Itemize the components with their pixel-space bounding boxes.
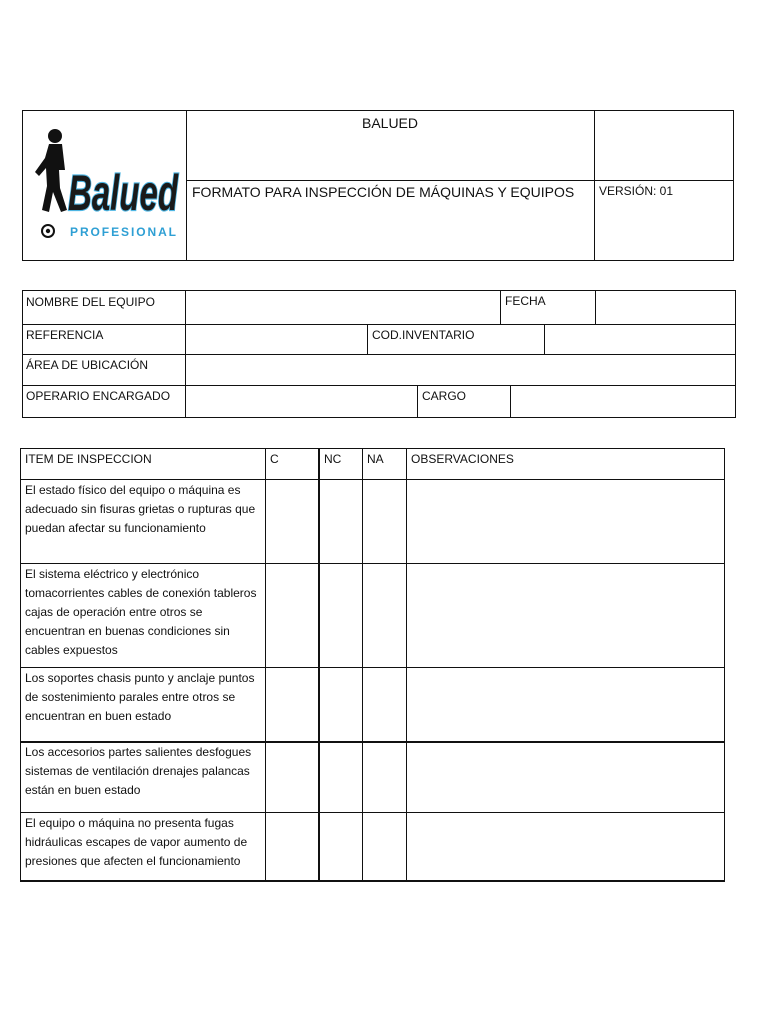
row-1-c-cell[interactable] xyxy=(266,480,318,563)
row-3-observaciones-cell[interactable] xyxy=(407,668,724,741)
document-title: FORMATO PARA INSPECCIÓN DE MÁQUINAS Y EQUIPOS xyxy=(192,184,575,200)
inspection-item: El equipo o máquina no presenta fugas hidráulicas escapes de vapor aumento de presiones que afecten el funcionamiento xyxy=(25,816,248,868)
row-1-nc-cell[interactable] xyxy=(320,480,362,563)
row-5-c-cell[interactable] xyxy=(266,813,318,880)
row-4-na-cell[interactable] xyxy=(363,743,406,812)
fecha-field[interactable] xyxy=(596,291,735,324)
inspection-item: Los soportes chasis punto y anclaje puntos de sostenimiento parales entre otros se encuentran en buen estado xyxy=(25,671,255,723)
header-na: NA xyxy=(367,452,384,466)
row-3-na-cell[interactable] xyxy=(363,668,406,741)
info-divider xyxy=(500,290,501,324)
nombre-equipo-label: NOMBRE DEL EQUIPO xyxy=(26,295,155,309)
info-divider xyxy=(367,324,368,354)
cargo-field[interactable] xyxy=(511,386,735,418)
cod-inventario-field[interactable] xyxy=(545,325,735,354)
company-name: BALUED xyxy=(361,115,419,131)
logo-tagline: PROFESIONAL xyxy=(70,225,176,239)
row-5-nc-cell[interactable] xyxy=(320,813,362,880)
fecha-label: FECHA xyxy=(505,294,546,308)
row-4-nc-cell[interactable] xyxy=(320,743,362,812)
logo-brand: Balued xyxy=(68,165,179,221)
operario-label: OPERARIO ENCARGADO xyxy=(26,389,171,403)
soccer-player-icon xyxy=(30,118,182,246)
header-item: ITEM DE INSPECCION xyxy=(25,452,152,466)
referencia-label: REFERENCIA xyxy=(26,328,104,342)
row-4-observaciones-cell[interactable] xyxy=(407,743,724,812)
row-1-observaciones-cell[interactable] xyxy=(407,480,724,563)
row-4-c-cell[interactable] xyxy=(266,743,318,812)
header-observaciones: OBSERVACIONES xyxy=(411,452,514,466)
balued-logo xyxy=(30,118,182,246)
row-3-nc-cell[interactable] xyxy=(320,668,362,741)
row-3-c-cell[interactable] xyxy=(266,668,318,741)
area-ubicacion-field[interactable] xyxy=(186,355,735,385)
header-divider xyxy=(594,110,595,261)
info-divider xyxy=(417,385,418,418)
nombre-equipo-field[interactable] xyxy=(186,291,500,324)
area-ubicacion-label: ÁREA DE UBICACIÓN xyxy=(26,358,149,372)
row-1-na-cell[interactable] xyxy=(363,480,406,563)
row-5-observaciones-cell[interactable] xyxy=(407,813,724,880)
row-5-na-cell[interactable] xyxy=(363,813,406,880)
row-2-c-cell[interactable] xyxy=(266,564,318,667)
cod-inventario-label: COD.INVENTARIO xyxy=(372,328,475,342)
header-divider xyxy=(186,110,187,261)
row-2-na-cell[interactable] xyxy=(363,564,406,667)
header-nc: NC xyxy=(324,452,342,466)
version-label: VERSIÓN: 01 xyxy=(599,184,674,198)
row-2-observaciones-cell[interactable] xyxy=(407,564,724,667)
operario-field[interactable] xyxy=(186,386,417,418)
referencia-field[interactable] xyxy=(186,325,367,354)
inspection-item: Los accesorios partes salientes desfogues sistemas de ventilación drenajes palancas están en buen estado xyxy=(25,745,252,797)
row-2-nc-cell[interactable] xyxy=(320,564,362,667)
cargo-label: CARGO xyxy=(422,389,467,403)
header-divider xyxy=(186,180,734,181)
inspection-item: El estado físico del equipo o máquina es adecuado sin fisuras grietas o rupturas que puedan afectar su funcionamiento xyxy=(25,483,256,535)
header-c: C xyxy=(270,452,279,466)
inspection-item: El sistema eléctrico y electrónico tomacorrientes cables de conexión tableros cajas de operación entre otros se encuentran en buenas condiciones sin cables expuestos xyxy=(25,567,257,657)
